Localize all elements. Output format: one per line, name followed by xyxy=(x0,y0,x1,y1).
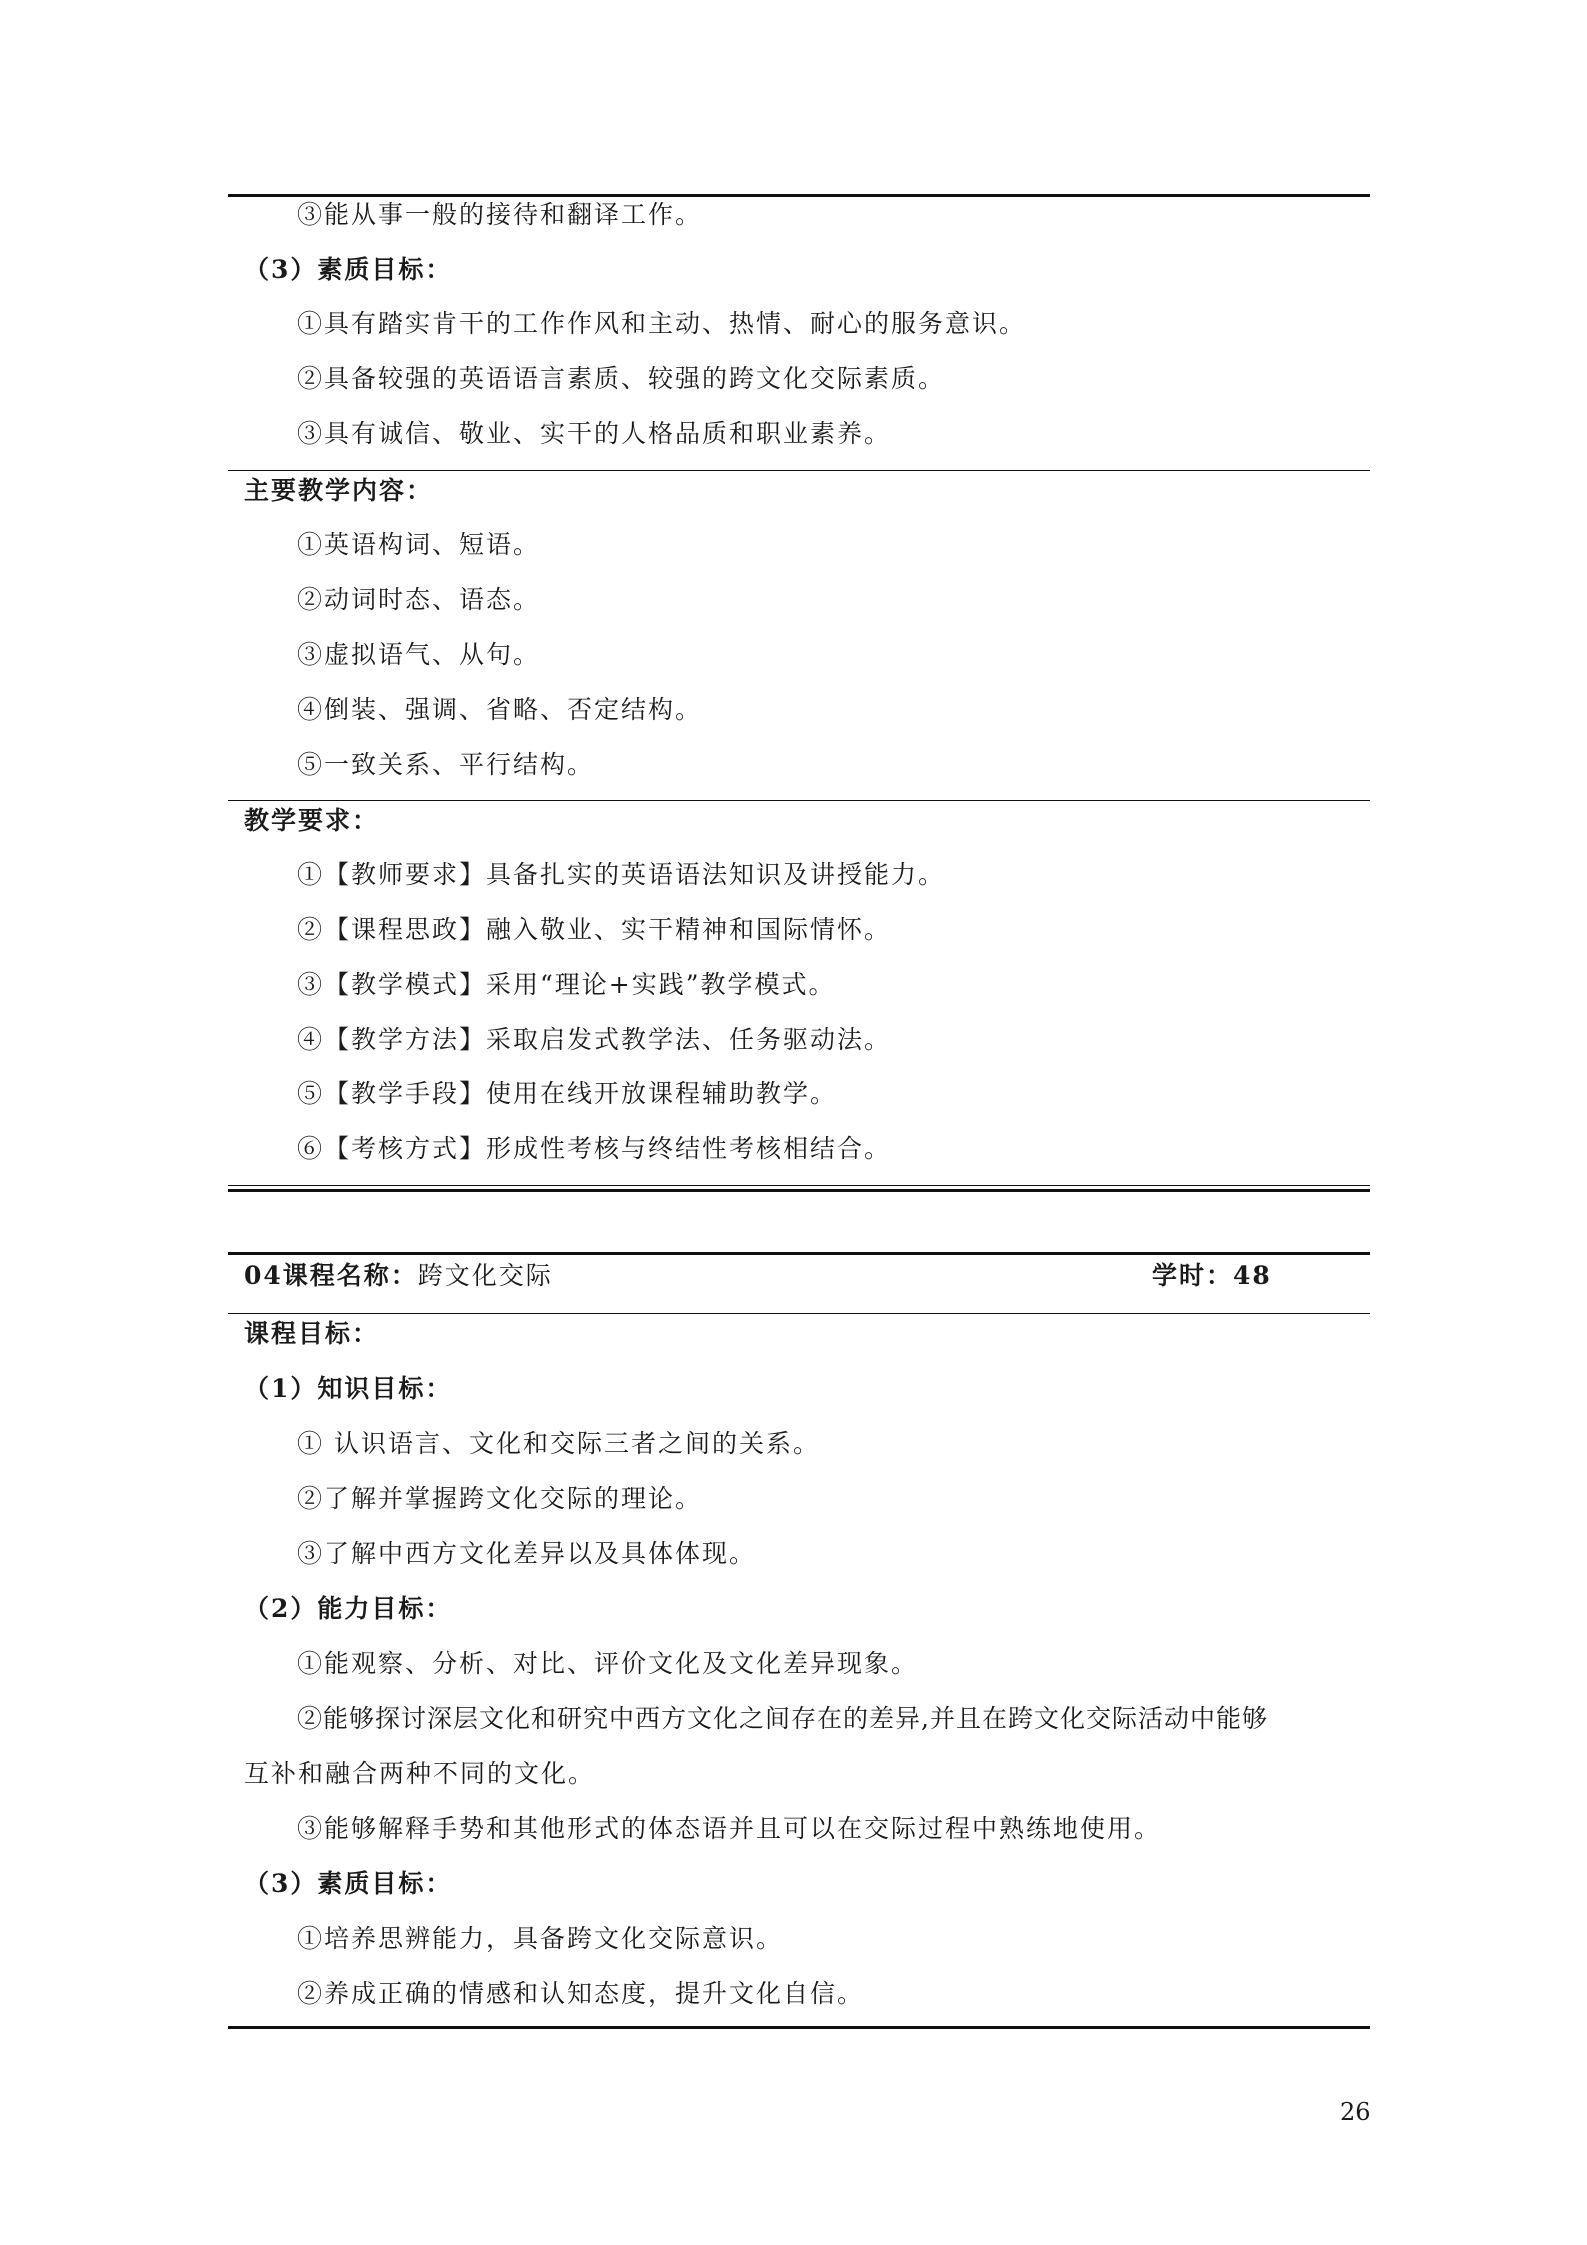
requirement-item-5: ⑤【教学手段】使用在线开放课程辅助教学。 xyxy=(297,1079,838,1108)
table1-row-divider xyxy=(228,470,1370,471)
ability-heading: （2）能力目标： xyxy=(244,1594,453,1623)
requirement-item-2: ②【课程思政】融入敬业、实干精神和国际情怀。 xyxy=(297,915,892,944)
requirements-heading: 教学要求： xyxy=(244,806,380,835)
quality-heading: （3）素质目标： xyxy=(244,255,453,284)
content-item-4: ④倒装、强调、省略、否定结构。 xyxy=(297,695,703,724)
table1-top-border xyxy=(228,194,1370,197)
ability-item-3: ③能够解释手势和其他形式的体态语并且可以在交际过程中熟练地使用。 xyxy=(297,1814,1162,1843)
knowledge-heading: （1）知识目标： xyxy=(244,1374,453,1403)
quality-item-2: ②具备较强的英语语言素质、较强的跨文化交际素质。 xyxy=(297,364,946,393)
requirement-item-3: ③【教学模式】采用“理论+实践”教学模式。 xyxy=(297,970,836,999)
ability-item-2: ②能够探讨深层文化和研究中西方文化之间存在的差异,并且在跨文化交际活动中能够 xyxy=(297,1704,1268,1733)
table2-row-divider xyxy=(228,1313,1370,1314)
ability-item-1: ①能观察、分析、对比、评价文化及文化差异现象。 xyxy=(297,1649,919,1678)
requirement-item-1: ①【教师要求】具备扎实的英语语法知识及讲授能力。 xyxy=(297,860,946,889)
hours-value: 48 xyxy=(1233,1261,1272,1290)
table1-row-divider xyxy=(228,800,1370,801)
requirement-item-6: ⑥【考核方式】形成性考核与终结性考核相结合。 xyxy=(297,1134,892,1163)
course-hours xyxy=(1152,1260,1272,1292)
page-number: 26 xyxy=(1340,2098,1371,2126)
quality-item-1: ①培养思辨能力，具备跨文化交际意识。 xyxy=(297,1924,784,1953)
quality-heading: （3）素质目标： xyxy=(244,1869,453,1898)
quality-item-2: ②养成正确的情感和认知态度，提升文化自信。 xyxy=(297,1979,865,2008)
table2-top-border xyxy=(228,1252,1370,1255)
quality-item-3: ③具有诚信、敬业、实干的人格品质和职业素养。 xyxy=(297,419,892,448)
content-heading: 主要教学内容： xyxy=(244,476,434,505)
ability-item-2-continued: 互补和融合两种不同的文化。 xyxy=(244,1759,596,1788)
course-title-row xyxy=(244,1260,553,1292)
ability-item-3: ③能从事一般的接待和翻译工作。 xyxy=(297,200,703,229)
table1-bottom-border xyxy=(228,1189,1370,1192)
knowledge-item-2: ②了解并掌握跨文化交际的理论。 xyxy=(297,1484,703,1513)
knowledge-item-1: ① 认识语言、文化和交际三者之间的关系。 xyxy=(297,1429,820,1458)
quality-item-1: ①具有踏实肯干的工作作风和主动、热情、耐心的服务意识。 xyxy=(297,309,1027,338)
knowledge-item-3: ③了解中西方文化差异以及具体体现。 xyxy=(297,1539,757,1568)
table2-bottom-border xyxy=(228,2026,1370,2029)
course-name: 跨文化交际 xyxy=(417,1261,553,1290)
table1-bottom-border xyxy=(228,1185,1370,1186)
hours-label: 学时： xyxy=(1152,1261,1234,1290)
course-label: 04课程名称： xyxy=(244,1261,418,1290)
content-item-5: ⑤一致关系、平行结构。 xyxy=(297,750,595,779)
content-item-2: ②动词时态、语态。 xyxy=(297,585,541,614)
content-item-3: ③虚拟语气、从句。 xyxy=(297,640,541,669)
content-item-1: ①英语构词、短语。 xyxy=(297,530,541,559)
requirement-item-4: ④【教学方法】采取启发式教学法、任务驱动法。 xyxy=(297,1025,892,1054)
goals-heading: 课程目标： xyxy=(244,1319,380,1348)
